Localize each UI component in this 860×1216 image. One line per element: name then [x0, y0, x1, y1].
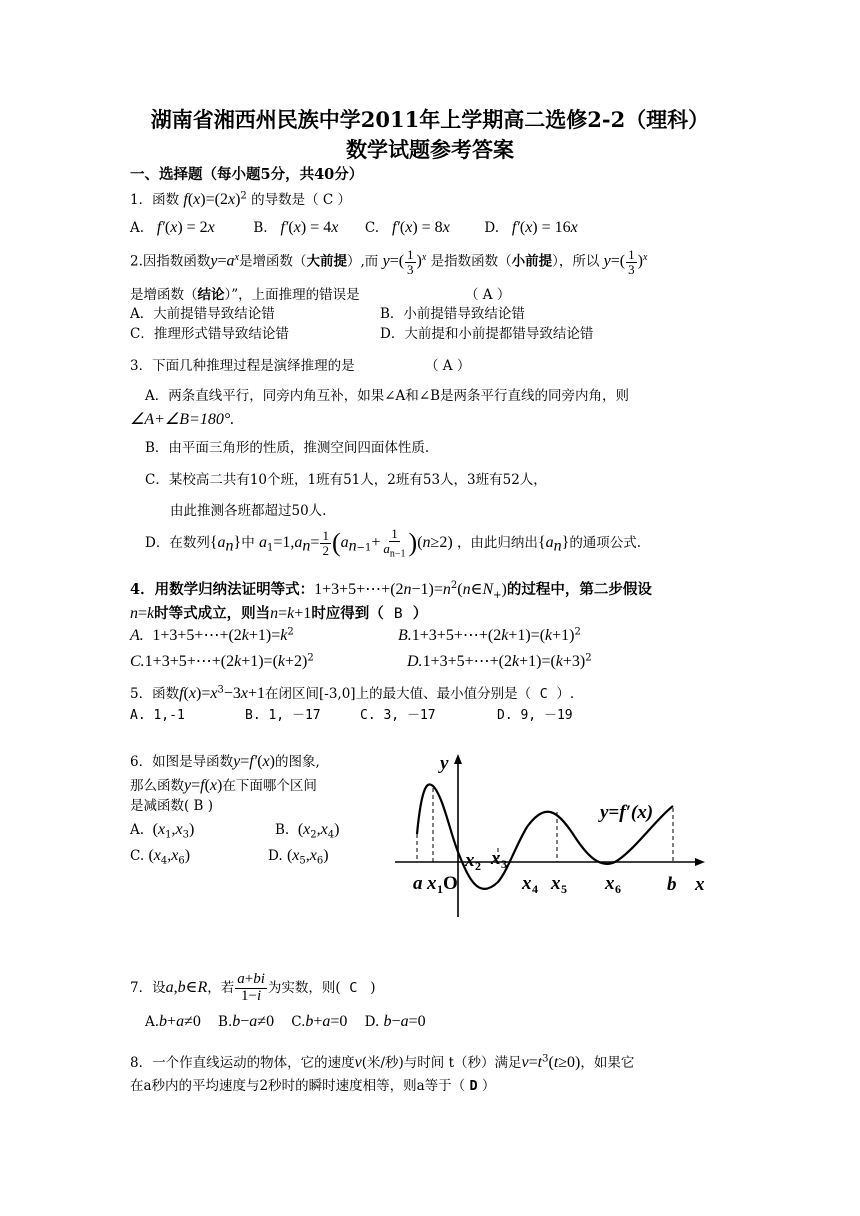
- graph-x5-label: x: [551, 873, 561, 894]
- q6-opt-d-label: D.: [268, 848, 283, 864]
- q6-option-c: C. $(x_4,x_6)$: [130, 847, 191, 867]
- q5-text-c: ）.: [556, 686, 575, 702]
- question-1-suffix: 的导数是（ C ）: [251, 192, 351, 208]
- option-a-label: A.: [130, 220, 145, 236]
- graph-x6-label: x: [605, 873, 615, 894]
- question-3-stem: 3．下面几种推理过程是演绎推理的是: [130, 358, 355, 374]
- q2-text-g: ），所以: [552, 253, 600, 270]
- q2-major-premise: 大前提: [306, 253, 347, 270]
- q7-text-b: ，若: [207, 979, 235, 996]
- q2-conclusion: 结论: [197, 287, 225, 303]
- q6-text-1b: 的图象,: [274, 754, 320, 770]
- question-7-stem: 7．设a,b∈R，若 $\frac{a+bi}{1-i}$ 为实数，则( C ): [130, 971, 376, 1004]
- graph-a-label: a: [413, 873, 423, 894]
- option-d-label: D.: [484, 220, 500, 236]
- q8-text-b: (米/秒)与时间 t（秒）满足: [361, 1055, 522, 1071]
- q6-option-a: A. $(x_1,x_3)$: [130, 821, 195, 841]
- graph-origin-label: O: [443, 873, 458, 894]
- q5-option-a: A. 1,-1: [130, 708, 185, 723]
- question-4-line1: 4．用数学归纳法证明等式：$1+3+5+\cdots+(2n-1)=n^2(n\in N_+)$的过程中，第二步假设: [130, 580, 652, 601]
- q2-option-b: B．小前提错导致结论错: [380, 306, 525, 322]
- q4-option-d: $D.1+3+5+\cdots+(2k+1)=(k+3)^2$: [407, 652, 592, 670]
- q8-answer: D: [469, 1078, 478, 1094]
- q6-text-2b: 在下面哪个区间: [222, 778, 317, 794]
- q7-opt-a-label: A.: [145, 1014, 160, 1030]
- q8-text-a: 8．一个作直线运动的物体，它的速度: [130, 1055, 355, 1071]
- q7-opt-b-label: B.: [218, 1014, 233, 1030]
- question-1-stem: 1．函数 $f(x)=(2x)^2$ 的导数是（ C ）: [130, 190, 351, 208]
- q2-option-d: D．大前提和小前提都错导致结论错: [380, 326, 594, 342]
- question-2-line1: 2.因指数函数$y=a^x$是增函数（大前提）,而 y=( $\frac{1}{3}$ )$^x$ 是指数函数（小前提），所以 y=( $\frac{1}{3}$ )$^x$: [130, 247, 648, 277]
- q5-option-c: C. 3, －17: [360, 708, 436, 723]
- x-axis-arrow: [695, 858, 705, 866]
- q6-opt-c-label: C.: [130, 848, 145, 864]
- q5-option-d: D. 9, －19: [497, 708, 573, 723]
- q4-option-b: $B.1+3+5+\cdots+(2k+1)=(k+1)^2$: [398, 626, 581, 644]
- graph-x5-sub: 5: [561, 882, 567, 896]
- q2-text-b: 是增函数（: [238, 253, 307, 270]
- q2-text-d: ）,而: [346, 253, 379, 270]
- q3-d-text-d: 的通项公式.: [569, 534, 642, 551]
- question-2-answer: （ A ）: [465, 287, 511, 303]
- q5-option-b: B. 1, －17: [245, 708, 321, 723]
- graph-x4-label: x: [522, 873, 532, 894]
- question-7-options: A.b+a≠0 B.b−a≠0 C.b+a=0 D. b−a=0: [145, 1013, 426, 1030]
- q3-option-c-line1: C．某校高二共有10个班，1班有51人，2班有53人，3班有52人，: [145, 472, 547, 488]
- q4-text-2c: ）: [412, 605, 428, 622]
- derivative-graph: [395, 752, 720, 922]
- q3-option-d: D．在数列$\{a_n\}$中 $a_1=1,a_n=$ $\frac{1}{2}$ ($a_{n-1}+$ $\frac{1}{a_{n-1}}$ )(n≥2) ，由此归纳出$\{a_n\}$的通项公式.: [145, 526, 642, 560]
- q6-text-1a: 6．如图是导函数: [130, 754, 234, 770]
- graph-x4-sub: 4: [532, 882, 538, 896]
- q3-option-b: B．由平面三角形的性质，推测空间四面体性质.: [145, 440, 430, 456]
- q7-opt-c-label: C.: [291, 1014, 306, 1030]
- page-title-line2: 数学试题参考答案: [346, 137, 514, 162]
- q7-opt-d-label: D.: [364, 1014, 380, 1030]
- option-c-label: C.: [364, 220, 380, 236]
- q4-option-c: $C.1+3+5+\cdots+(2k+1)=(k+2)^2$: [130, 652, 314, 670]
- q6-opt-a-label: A.: [130, 822, 145, 838]
- q2-option-c: C．推理形式错导致结论错: [130, 326, 289, 342]
- q4-text-2b: 时应得到（: [311, 605, 384, 622]
- q7-text-a: 7．设: [130, 979, 166, 996]
- question-6-line2: 那么函数y=f(x)在下面哪个区间: [130, 777, 317, 794]
- q2-text-e: 是指数函数（: [430, 253, 512, 270]
- q4-text-b: 的过程中，第二步假设: [506, 581, 652, 598]
- q7-text-c: 为实数，则(: [267, 979, 341, 996]
- graph-curve-label: y=f′(x): [600, 802, 654, 823]
- question-1-options: A. f′(x) = 2x B. f′(x) = 4x C. f′(x) = 8x D. f′(x) = 16x: [130, 219, 578, 236]
- q3-d-text-b: 中: [241, 534, 255, 551]
- q7-answer: C: [349, 979, 358, 996]
- page-title-line1: 湖南省湘西州民族中学2011年上学期高二选修2-2（理科）: [150, 107, 710, 132]
- question-3-answer: （ A ）: [425, 358, 471, 374]
- q3-option-a-line1: A．两条直线平行，同旁内角互补，如果∠A和∠B是两条平行直线的同旁内角，则: [145, 388, 630, 404]
- q3-d-text-c: ，由此归纳出: [456, 534, 538, 551]
- graph-x1-sub: 1: [437, 882, 443, 896]
- q7-text-d: ): [370, 979, 376, 996]
- graph-x2-sub: 2: [475, 859, 481, 873]
- q4-answer: B: [393, 606, 403, 622]
- question-5-stem: 5．函数$f(x)=x^3-3x+1$在闭区间[-3,0]上的最大值、最小值分别是（ C ）.: [130, 684, 575, 702]
- q2-option-a: A．大前提错导致结论错: [130, 306, 275, 322]
- question-8-line2: [130, 1078, 495, 1095]
- q4-text-a: 4．用数学归纳法证明等式：: [130, 581, 315, 598]
- q4-option-a: A. $1+3+5+\cdots+(2k+1)=k^2$: [130, 626, 294, 644]
- q8-text-c: ，如果它: [580, 1055, 635, 1071]
- q5-text-b: 在闭区间[-3,0]上的最大值、最小值分别是（: [265, 686, 532, 702]
- q3-option-c-line2: 由此推测各班都超过50人.: [170, 503, 327, 519]
- q2-text-a: 2.因指数函数: [130, 253, 211, 270]
- q2-text-2a: 是增函数（: [130, 287, 198, 303]
- question-6-line1: 6．如图是导函数y=f′(x)的图象,: [130, 753, 320, 770]
- graph-x6-sub: 6: [615, 882, 621, 896]
- q5-answer: C: [539, 686, 548, 702]
- q6-option-b: B. $(x_2,x_4)$: [275, 821, 340, 841]
- q6-option-d: D. $(x_5,x_6)$: [268, 847, 329, 867]
- q8-text-end: ）: [481, 1078, 496, 1094]
- graph-x1-label: x: [427, 873, 437, 894]
- graph-b-label: b: [667, 874, 677, 895]
- graph-y-label: y: [440, 753, 449, 774]
- question-1-prefix: 1．函数: [130, 192, 180, 208]
- q2-minor-premise: 小前提: [511, 253, 553, 270]
- question-2-line2: [130, 287, 360, 304]
- section-heading: 一、选择题（每小题5分，共40分）: [130, 166, 364, 183]
- question-4-line2: n=k时等式成立，则当n=k+1时应得到（ B ）: [130, 605, 428, 622]
- q4-text-2a: 时等式成立，则当: [154, 605, 271, 622]
- question-6-line3: 是减函数( B ): [130, 798, 214, 814]
- q3-option-a-line2: ∠A+∠B=180°.: [130, 411, 235, 428]
- q6-opt-b-label: B.: [275, 822, 290, 838]
- graph-x-label: x: [695, 874, 705, 895]
- y-axis-arrow: [454, 754, 462, 764]
- q8-text-line2: 在a秒内的平均速度与2秒时的瞬时速度相等，则a等于（: [130, 1078, 466, 1094]
- q6-text-2a: 那么函数: [130, 778, 184, 794]
- option-b-label: B.: [253, 220, 268, 236]
- graph-x2-label: x: [465, 850, 475, 871]
- q3-d-text-a: D．在数列: [145, 534, 210, 551]
- graph-x3-label: x: [491, 848, 501, 869]
- q5-text-a: 5．函数: [130, 686, 180, 702]
- q2-text-2c: ）”，上面推理的错误是: [224, 287, 360, 303]
- graph-x3-sub: 3: [501, 857, 507, 871]
- question-8-line1: 8．一个作直线运动的物体，它的速度v(米/秒)与时间 t（秒）满足$v=t^3(t\ge 0)$，如果它: [130, 1053, 635, 1071]
